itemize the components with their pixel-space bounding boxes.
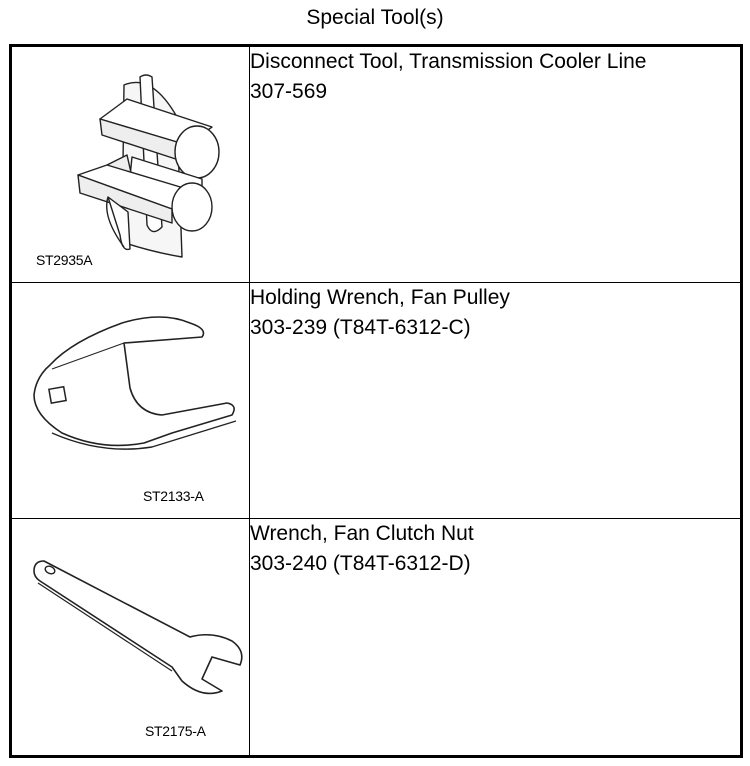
page-title: Special Tool(s) [306,6,444,29]
tool-description-cell [250,283,742,519]
tool-image-cell [11,283,250,519]
tool-number: 303-239 (T84T-6312-C) [250,316,471,339]
wrench-icon [12,519,249,755]
tool-image-code: ST2935A [36,252,93,268]
holding-wrench-icon [12,283,249,519]
tool-image-cell [11,46,250,283]
disconnect-tool-icon [12,47,249,284]
tool-number: 303-240 (T84T-6312-D) [250,552,471,575]
tool-row [11,519,742,757]
tool-image-cell [11,519,250,757]
tool-number: 307-569 [250,80,328,103]
tool-name: Wrench, Fan Clutch Nut [250,522,474,545]
tool-row [11,46,742,283]
tool-name: Holding Wrench, Fan Pulley [250,286,510,309]
tool-image-code: ST2133-A [143,488,204,504]
tool-description-cell [250,46,742,283]
tool-description-cell [250,519,742,757]
special-tools-table [9,44,743,758]
tool-image-code: ST2175-A [145,723,206,739]
tool-row [11,283,742,519]
tool-name: Disconnect Tool, Transmission Cooler Line [250,50,647,73]
